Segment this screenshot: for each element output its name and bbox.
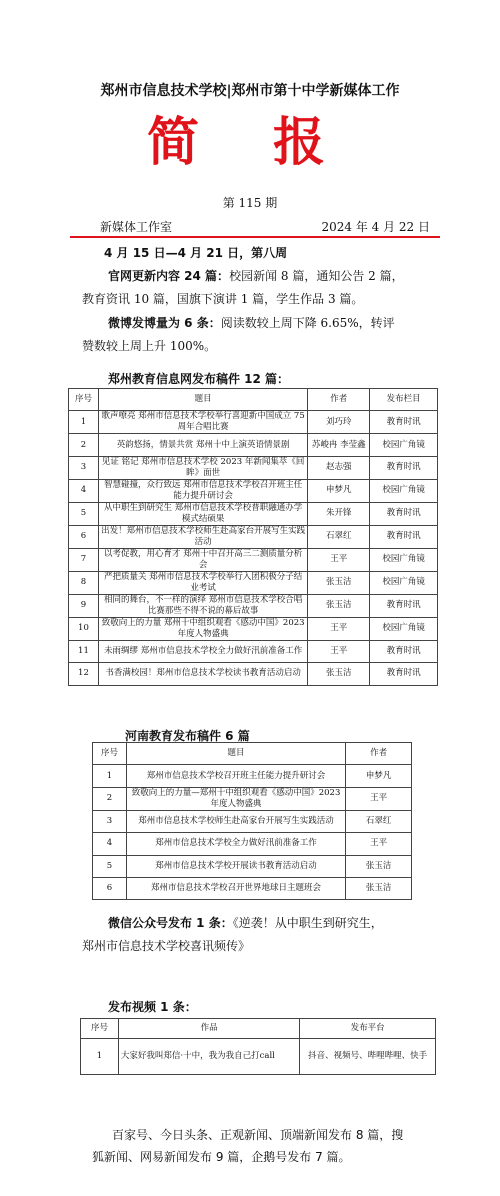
table-row bbox=[81, 1039, 436, 1075]
table-cell: 致敬向上的力量 郑州十中组织观看《感动中国》2023 年度人物盛典 bbox=[98, 617, 307, 640]
table3-title: 发布视频 1 条： bbox=[108, 1000, 197, 1014]
table-cell: 石翠红 bbox=[346, 810, 412, 832]
table-cell: 王平 bbox=[346, 787, 412, 810]
table-cell: 申梦凡 bbox=[346, 765, 412, 787]
table1 bbox=[68, 388, 438, 686]
table-cell: 2 bbox=[69, 434, 99, 456]
table-cell: 校园广角镜 bbox=[370, 434, 438, 456]
header-cell: 发布平台 bbox=[300, 1019, 436, 1039]
table-cell: 未雨绸缪 郑州市信息技术学校全力做好汛前准备工作 bbox=[98, 640, 307, 662]
table-cell: 张玉洁 bbox=[308, 571, 370, 594]
table-row bbox=[69, 502, 438, 525]
table-row bbox=[69, 456, 438, 479]
table-cell: 见证 铭记 郑州市信息技术学校 2023 年新闻集萃《回眸》面世 bbox=[98, 456, 307, 479]
table-cell: 张玉洁 bbox=[308, 594, 370, 617]
table-cell: 校园广角镜 bbox=[370, 571, 438, 594]
table-cell: 郑州市信息技术学校师生赴高家台开展写生实践活动 bbox=[126, 810, 345, 832]
table-row bbox=[69, 617, 438, 640]
table-cell: 王平 bbox=[346, 833, 412, 855]
header-cell: 作者 bbox=[346, 743, 412, 765]
table-cell: 2 bbox=[93, 787, 127, 810]
header-cell: 题目 bbox=[126, 743, 345, 765]
table-row bbox=[93, 810, 412, 832]
header-cell: 序号 bbox=[81, 1019, 119, 1039]
table-cell: 12 bbox=[69, 663, 99, 685]
table-cell: 1 bbox=[93, 765, 127, 787]
table-cell: 9 bbox=[69, 594, 99, 617]
table-cell: 赵志强 bbox=[308, 456, 370, 479]
table-row bbox=[69, 548, 438, 571]
table-cell: 歌声嘹亮 郑州市信息技术学校举行喜迎新中国成立 75 周年合唱比赛 bbox=[98, 411, 307, 434]
table-cell: 教育时讯 bbox=[370, 663, 438, 685]
table-cell: 教育时讯 bbox=[370, 411, 438, 434]
table-cell: 郑州市信息技术学校召开班主任能力提升研讨会 bbox=[126, 765, 345, 787]
header-divider bbox=[70, 236, 440, 238]
header-cell: 作品 bbox=[118, 1019, 299, 1039]
org-title: 郑州市信息技术学校|郑州市第十中学新媒体工作 bbox=[100, 83, 400, 99]
site-update-paragraph: 官网更新内容 24 篇：校园新闻 8 篇，通知公告 2 篇， 教育资讯 10 篇，国旗下演讲 1 篇，学生作品 3 篇。 bbox=[82, 269, 404, 306]
wechat-paragraph: 微信公众号发布 1 条：《逆袭！从中职生到研究生， 郑州市信息技术学校喜讯频传》 bbox=[82, 916, 383, 953]
table-cell: 以考促教，用心育才 郑州十中召开高三二测质量分析会 bbox=[98, 548, 307, 571]
table-row bbox=[69, 434, 438, 456]
table-row bbox=[93, 855, 412, 877]
report-title: 简 报 bbox=[146, 113, 354, 173]
table-cell: 郑州市信息技术学校全力做好汛前准备工作 bbox=[126, 833, 345, 855]
table2 bbox=[92, 742, 412, 900]
table-row bbox=[93, 765, 412, 787]
table-cell: 从中职生到研究生 郑州市信息技术学校普职融通办学模式结硕果 bbox=[98, 502, 307, 525]
table1-title: 郑州教育信息网发布稿件 12 篇： bbox=[108, 372, 290, 386]
table-cell: 校园广角镜 bbox=[370, 617, 438, 640]
table-header-row bbox=[69, 389, 438, 411]
report-date: 2024 年 4 月 22 日 bbox=[321, 220, 430, 234]
table-cell: 郑州市信息技术学校开展读书教育活动启动 bbox=[126, 855, 345, 877]
table-cell: 8 bbox=[69, 571, 99, 594]
header-cell: 题目 bbox=[98, 389, 307, 411]
table-cell: 王平 bbox=[308, 617, 370, 640]
office-name: 新媒体工作室 bbox=[100, 220, 173, 234]
table-cell: 王平 bbox=[308, 548, 370, 571]
table2-title: 河南教育发布稿件 6 篇 bbox=[125, 729, 250, 743]
table-cell: 教育时讯 bbox=[370, 594, 438, 617]
table-cell: 3 bbox=[69, 456, 99, 479]
table-cell: 教育时讯 bbox=[370, 640, 438, 662]
table-cell: 3 bbox=[93, 810, 127, 832]
header-cell: 序号 bbox=[93, 743, 127, 765]
table-cell: 6 bbox=[69, 525, 99, 548]
table-cell: 6 bbox=[93, 877, 127, 899]
table-row bbox=[93, 833, 412, 855]
table-row bbox=[93, 787, 412, 810]
table-cell: 相同的舞台，不一样的演绎 郑州市信息技术学校合唱比赛那些不得不说的幕后故事 bbox=[98, 594, 307, 617]
table-cell: 苏峻冉 李莹鑫 bbox=[308, 434, 370, 456]
table-cell: 致敬向上的力量—郑州十中组织观看《感动中国》2023 年度人物盛典 bbox=[126, 787, 345, 810]
table-cell: 教育时讯 bbox=[370, 525, 438, 548]
table-cell: 抖音、视频号、哔哩哔哩、快手 bbox=[300, 1039, 436, 1075]
table3 bbox=[80, 1018, 436, 1075]
issue-number: 第 115 期 bbox=[222, 196, 278, 210]
table-cell: 教育时讯 bbox=[370, 456, 438, 479]
table-cell: 张玉洁 bbox=[346, 877, 412, 899]
table-cell: 王平 bbox=[308, 640, 370, 662]
table-cell: 11 bbox=[69, 640, 99, 662]
table-cell: 刘巧玲 bbox=[308, 411, 370, 434]
table-row bbox=[69, 640, 438, 662]
table-cell: 10 bbox=[69, 617, 99, 640]
table-cell: 大家好我叫郑信·十中，我为我自己打call bbox=[118, 1039, 299, 1075]
table-row bbox=[69, 663, 438, 685]
table-cell: 校园广角镜 bbox=[370, 548, 438, 571]
footer-paragraph: 百家号、今日头条、正观新闻、顶端新闻发布 8 篇，搜 狐新闻、网易新闻发布 9 篇，企鹅号发布 7 篇。 bbox=[92, 1128, 404, 1164]
table-row bbox=[69, 411, 438, 434]
week-line: 4 月 15 日—4 月 21 日，第八周 bbox=[104, 246, 288, 260]
table-cell: 5 bbox=[69, 502, 99, 525]
table-cell: 朱开锋 bbox=[308, 502, 370, 525]
table-cell: 英韵悠扬，情景共赏 郑州十中上演英语情景剧 bbox=[98, 434, 307, 456]
header-cell: 发布栏目 bbox=[370, 389, 438, 411]
table-cell: 石翠红 bbox=[308, 525, 370, 548]
table-header-row bbox=[81, 1019, 436, 1039]
table-cell: 出发！郑州市信息技术学校师生赴高家台开展写生实践活动 bbox=[98, 525, 307, 548]
table-cell: 7 bbox=[69, 548, 99, 571]
table-row bbox=[93, 877, 412, 899]
weibo-paragraph: 微博发博量为 6 条：阅读数较上周下降 6.65%，转评 赞数较上周上升 100%。 bbox=[82, 316, 395, 353]
table-cell: 郑州市信息技术学校召开世界地球日主题班会 bbox=[126, 877, 345, 899]
table-cell: 智慧碰撞，众行致远 郑州市信息技术学校召开班主任能力提升研讨会 bbox=[98, 479, 307, 502]
header-cell: 作者 bbox=[308, 389, 370, 411]
table-cell: 申梦凡 bbox=[308, 479, 370, 502]
table-row bbox=[69, 479, 438, 502]
table-row bbox=[69, 525, 438, 548]
table-row bbox=[69, 571, 438, 594]
table-cell: 1 bbox=[81, 1039, 119, 1075]
table-cell: 5 bbox=[93, 855, 127, 877]
table-cell: 严把质量关 郑州市信息技术学校举行入团积极分子结业考试 bbox=[98, 571, 307, 594]
table-cell: 书香满校园！郑州市信息技术学校读书教育活动启动 bbox=[98, 663, 307, 685]
table-cell: 4 bbox=[93, 833, 127, 855]
table-cell: 教育时讯 bbox=[370, 502, 438, 525]
table-cell: 4 bbox=[69, 479, 99, 502]
table-cell: 张玉洁 bbox=[346, 855, 412, 877]
table-cell: 1 bbox=[69, 411, 99, 434]
table-cell: 张玉洁 bbox=[308, 663, 370, 685]
header-cell: 序号 bbox=[69, 389, 99, 411]
table-header-row bbox=[93, 743, 412, 765]
table-row bbox=[69, 594, 438, 617]
table-cell: 校园广角镜 bbox=[370, 479, 438, 502]
